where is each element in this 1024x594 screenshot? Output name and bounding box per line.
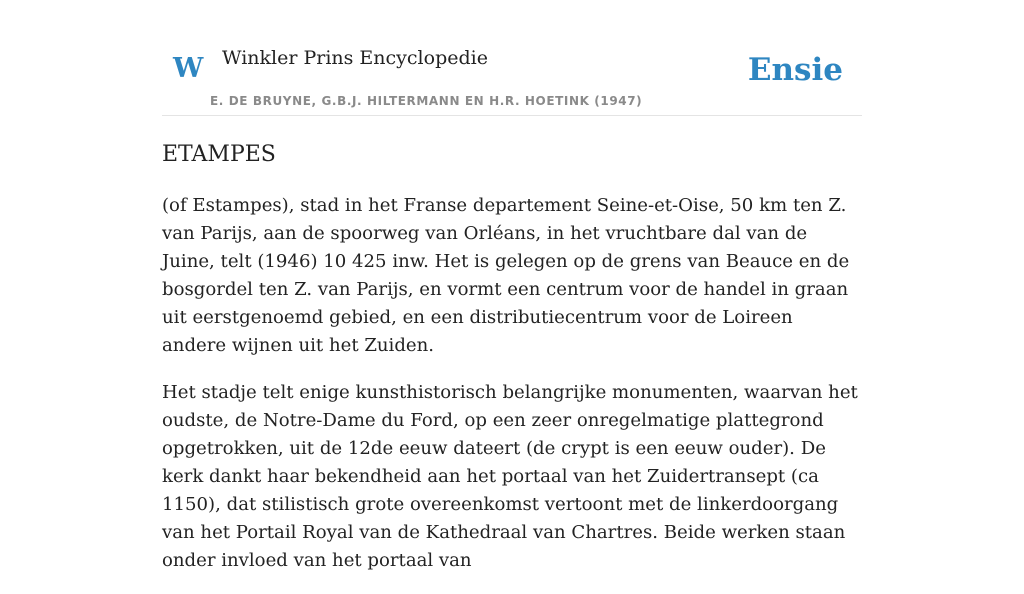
site-header [162,0,862,116]
article-paragraph: (of Estampes), stad in het Franse departement Seine-et-Oise, 50 km ten Z. van Parijs, aan de spoorweg van Orléans, in het vruchtbare dal van de Juine, telt (1946) 10 425 inw. Het is gelegen op de grens van Beauce en de bosgordel ten Z. van Parijs, en vormt een centrum voor de handel in graan uit eerstgenoemd gebied, en een distributiecentrum voor de Loireen andere wijnen uit het Zuiden. [162,195,850,356]
article-headword: ETAMPES [162,142,276,167]
winkler-prins-logo-icon[interactable]: W [173,53,204,84]
ensie-brand-logo[interactable]: Ensie [747,52,843,88]
encyclopedia-title[interactable]: Winkler Prins Encyclopedie [222,47,488,69]
article-body [162,192,862,594]
encyclopedia-authors: E. DE BRUYNE, G.B.J. HILTERMANN EN H.R. HOETINK (1947) [210,94,643,108]
encyclopedia-page [162,0,862,571]
article-paragraph: Het stadje telt enige kunsthistorisch belangrijke monumenten, waarvan het oudste, de Notre-Dame du Ford, op een zeer onregelmatige plattegrond opgetrokken, uit de 12de eeuw dateert (de crypt is een eeuw ouder). De kerk dankt haar bekendheid aan het portaal van het Zuidertransept (ca 1150), dat stilistisch grote overeenkomst vertoont met de linkerdoorgang van het Portail Royal van de Kathedraal van Chartres. Beide werken staan onder invloed van het portaal van [162,382,858,571]
